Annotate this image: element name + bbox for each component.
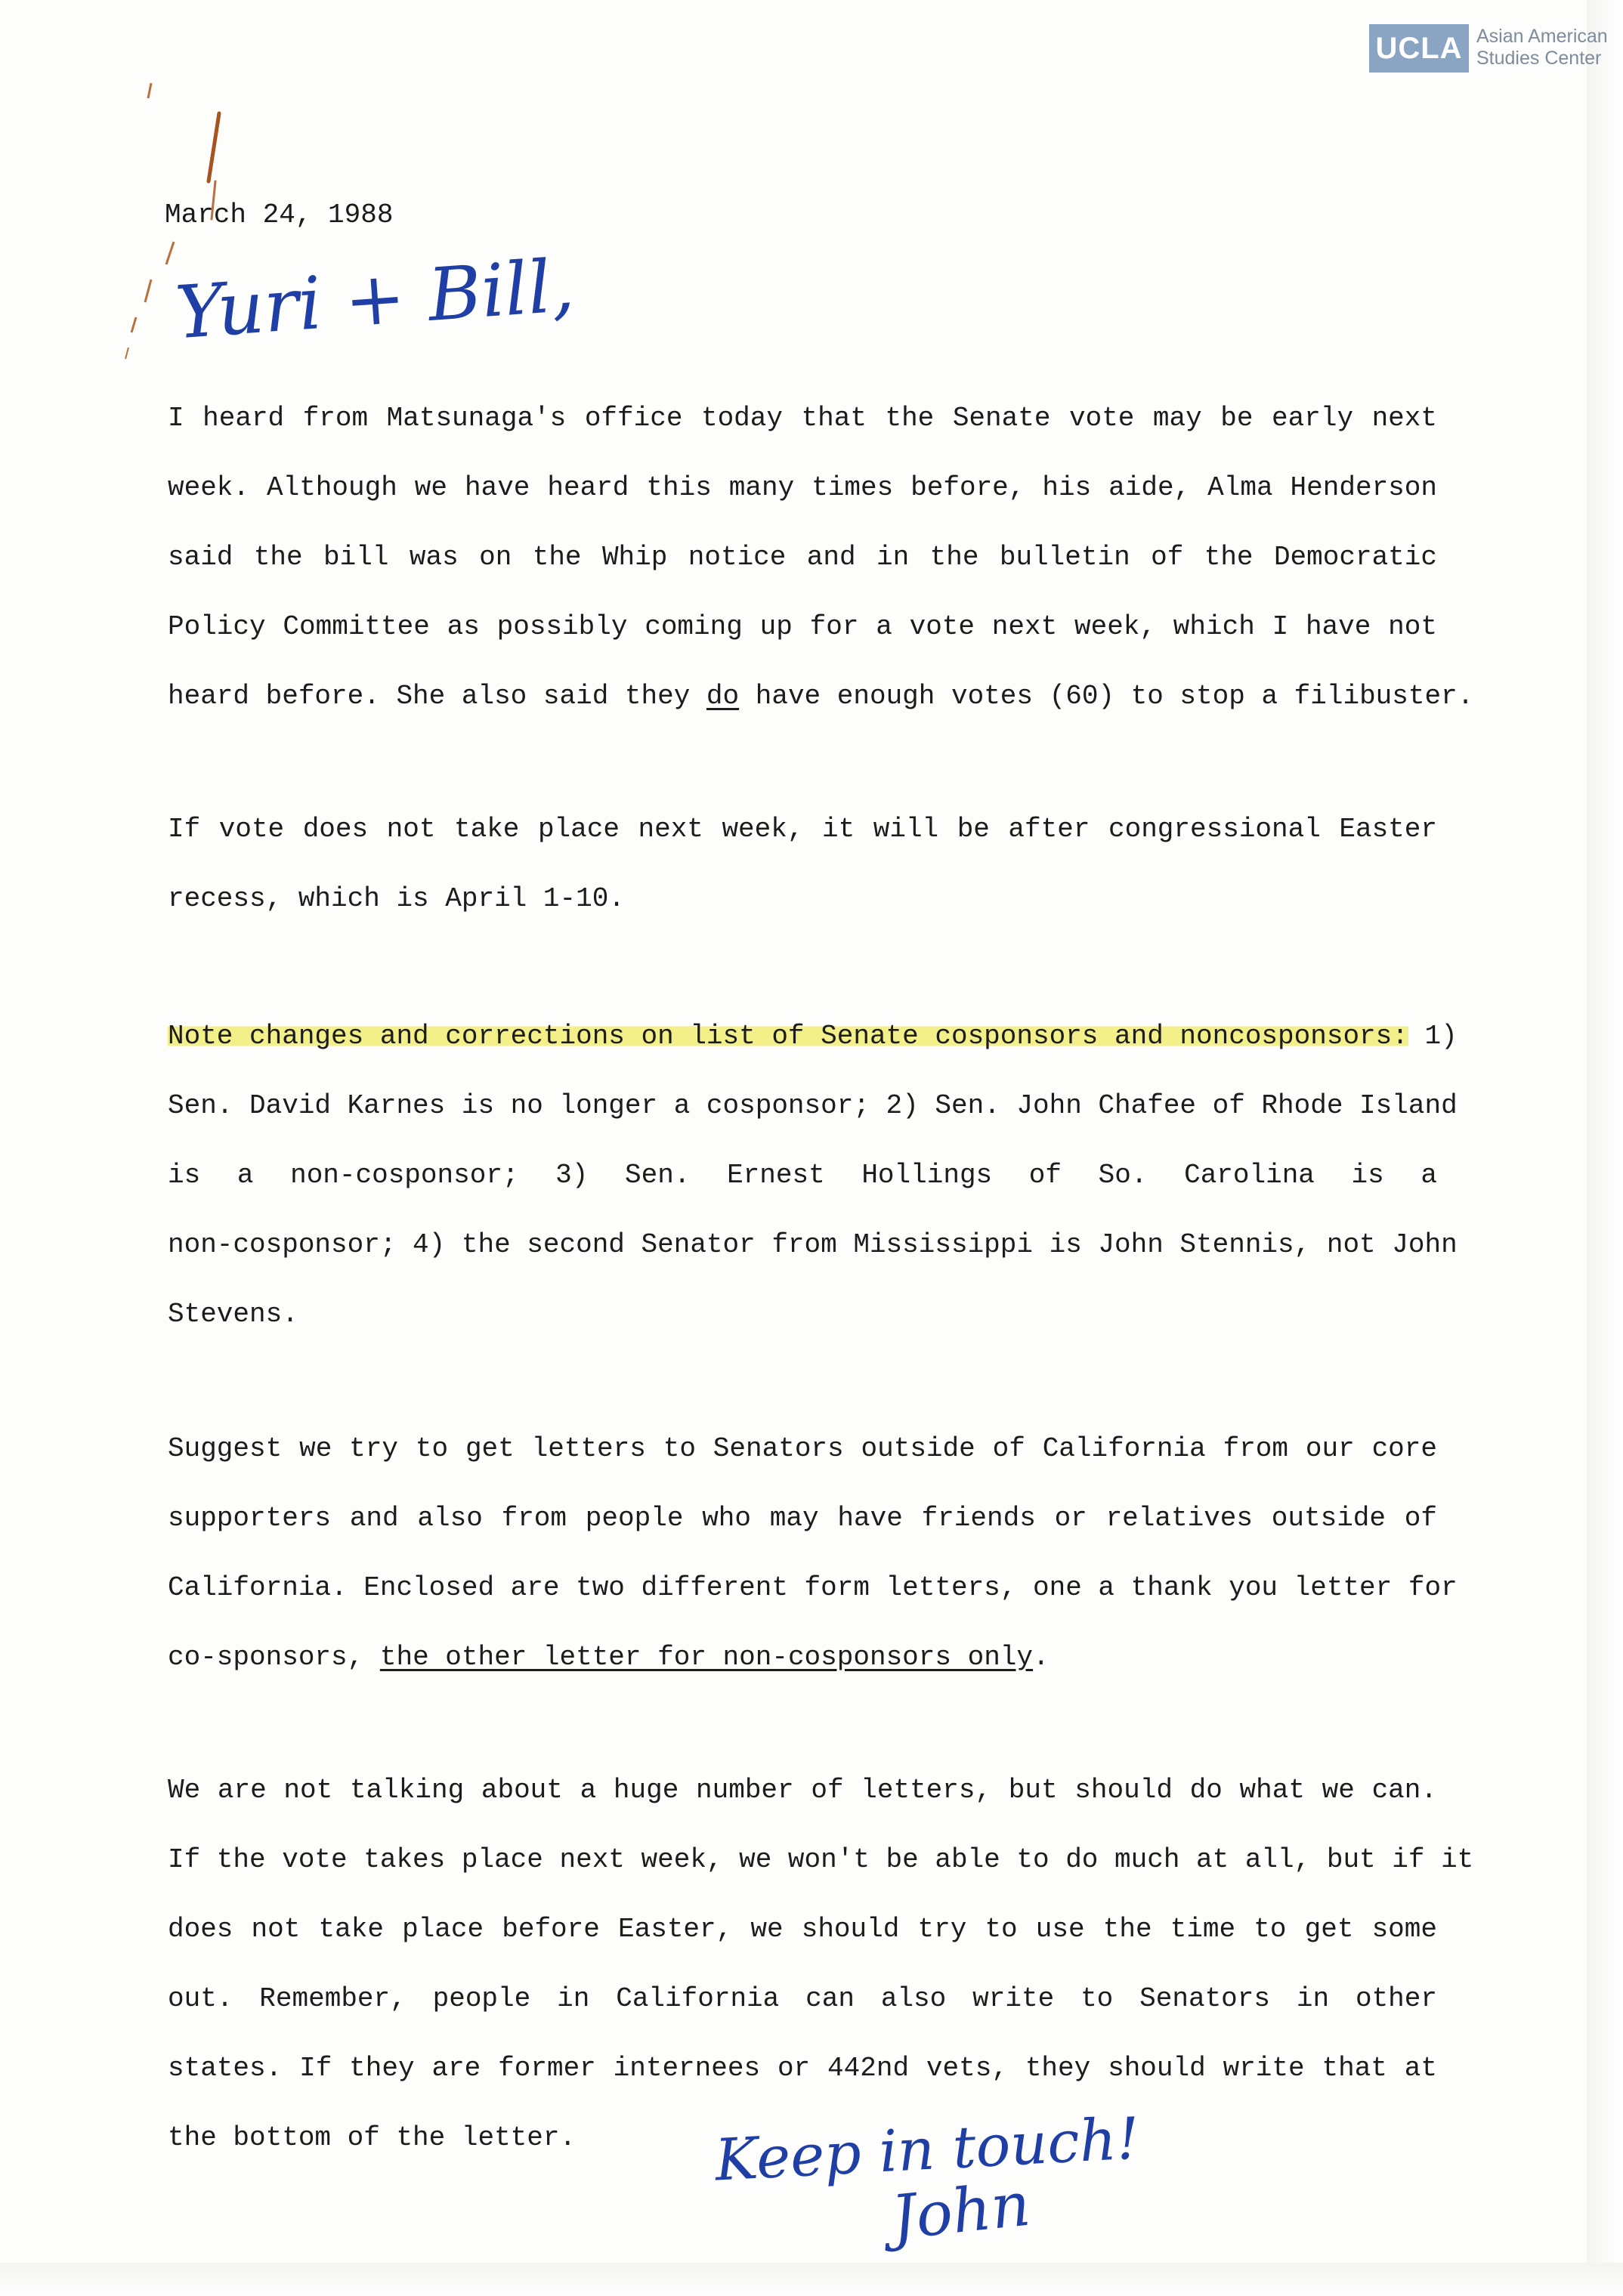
logo-line-2: Studies Center	[1476, 48, 1602, 69]
text-run: heard before. She also said they	[168, 681, 706, 712]
paragraph-line: said the bill was on the Whip notice and in the bulletin of the Democratic	[168, 542, 1437, 573]
paragraph-3	[168, 1002, 1458, 1349]
paragraph-line: Sen. David Karnes is no longer a cosponsor; 2) Sen. John Chafee of Rhode Island	[168, 1090, 1458, 1121]
handwritten-signature: John	[888, 2168, 1034, 2254]
paper-bottom-edge	[0, 2263, 1623, 2296]
paragraph-line: Stevens.	[168, 1299, 298, 1330]
paragraph-line: If the vote takes place next week, we won't be able to do much at all, but if it	[168, 1844, 1474, 1875]
highlighted-text: Note changes and corrections on list of Senate cosponsors and noncosponsors:	[168, 1021, 1408, 1052]
text-run: .	[1033, 1642, 1050, 1673]
paragraph-line: week. Although we have heard this many times before, his aide, Alma Henderson	[168, 472, 1437, 503]
handwritten-salutation: Yuri + Bill,	[172, 243, 577, 356]
paragraph-line: If vote does not take place next week, it will be after congressional Easter	[168, 814, 1437, 845]
paragraph-line	[168, 662, 1474, 731]
paragraph-line: out. Remember, people in California can also write to Senators in other	[168, 1983, 1437, 2014]
handwritten-closing: Keep in touch!	[713, 2104, 1142, 2194]
underlined-phrase: the other letter for non-cosponsors only	[379, 1642, 1033, 1673]
paragraph-line	[168, 1623, 1437, 1692]
paragraph-line	[168, 1002, 1458, 1071]
paragraph-line: I heard from Matsunaga's office today that the Senate vote may be early next	[168, 403, 1437, 434]
text-run: have enough votes (60) to stop a filibuster.	[739, 681, 1474, 712]
paragraph-line: recess, which is April 1-10.	[168, 883, 625, 914]
paragraph-line: the bottom of the letter.	[168, 2122, 577, 2153]
paragraph-5	[168, 1756, 1474, 2173]
text-run: 1)	[1408, 1021, 1458, 1052]
paragraph-line: supporters and also from people who may have friends or relatives outside of	[168, 1503, 1437, 1534]
paragraph-line: Policy Committee as possibly coming up for a vote next week, which I have not	[168, 611, 1437, 642]
paragraph-line: states. If they are former internees or 442nd vets, they should write that at	[168, 2053, 1437, 2084]
ucla-logo-mark: UCLA	[1369, 24, 1469, 73]
paragraph-1	[168, 384, 1474, 731]
paragraph-4	[168, 1414, 1458, 1692]
text-run: co-sponsors,	[168, 1642, 380, 1673]
letter-date: March 24, 1988	[165, 199, 394, 230]
paragraph-line: non-cosponsor; 4) the second Senator from Mississippi is John Stennis, not John	[168, 1229, 1458, 1260]
paragraph-line: California. Enclosed are two different form letters, one a thank you letter for	[168, 1572, 1458, 1603]
paragraph-line: We are not talking about a huge number of letters, but should do what we can.	[168, 1775, 1437, 1806]
paragraph-line: does not take place before Easter, we should try to use the time to get some	[168, 1914, 1437, 1945]
paragraph-2	[168, 795, 1437, 934]
paragraph-line: Suggest we try to get letters to Senators outside of California from our core	[168, 1433, 1437, 1464]
logo-caption	[1476, 26, 1620, 70]
paper-edge	[1587, 0, 1623, 2296]
logo-line-1: Asian American	[1476, 26, 1608, 47]
paragraph-line: is a non-cosponsor; 3) Sen. Ernest Hollings of So. Carolina is a	[168, 1160, 1437, 1191]
ucla-aasc-logo	[1369, 21, 1611, 76]
underlined-word: do	[706, 681, 740, 712]
